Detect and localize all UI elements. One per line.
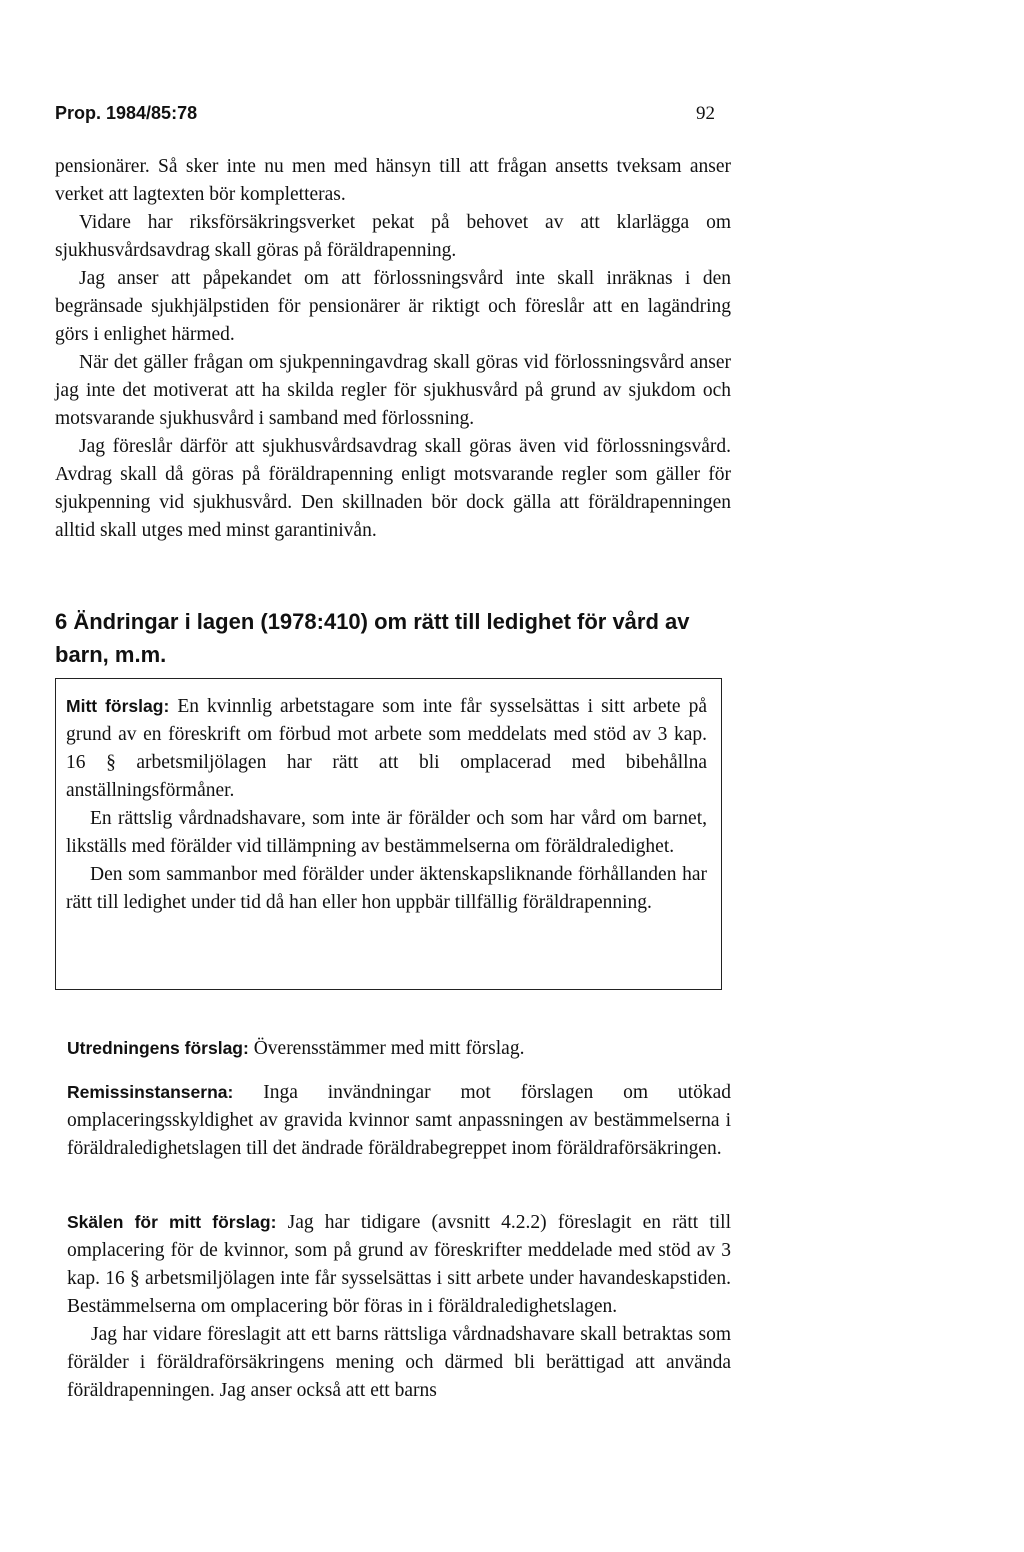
- remiss-paragraph: [67, 1078, 731, 1163]
- proposal-first-text: En kvinnlig arbetstagare som inte får sysselsättas i sitt arbete på grund av en föreskrift om förbud mot arbete som meddelats med stöd av 3 kap. 16 § arbetsmiljölagen har rätt att bli omplacerad med bibehållna anställningsförmåner.: [66, 696, 707, 801]
- utredningen-label: Utredningens förslag:: [67, 1038, 249, 1058]
- page-header: [55, 103, 715, 131]
- utredningen-paragraph: [67, 1034, 731, 1063]
- utredningen-text: Överensstämmer med mitt förslag.: [253, 1038, 525, 1059]
- remiss-label: Remissinstanserna:: [67, 1082, 234, 1102]
- proposal-paragraph: En rättslig vårdnadshavare, som inte är förälder och som har vård om barnet, likställs med förälder vid tillämpning av bestämmelserna om föräldraledighet.: [66, 808, 707, 857]
- skalen-text: Jag har tidigare (avsnitt 4.2.2) föreslagit en rätt till omplacering för de kvinnor, som på grund av föreskrifter meddelade med stöd av 3 kap. 16 § arbetsmiljölagen inte får sysselsättas i sitt arbete under havandeskapstiden. Bestämmelserna om omplacering bör föras in i föräldraledighetslagen.: [67, 1212, 732, 1317]
- section-heading: 6 Ändringar i lagen (1978:410) om rätt till ledighet för vård av barn, m.m.: [55, 609, 690, 667]
- proposal-paragraph: Den som sammanbor med förälder under äktenskapsliknande förhållanden har rätt till ledighet under tid då han eller hon uppbär tillfällig föräldrapenning.: [66, 864, 707, 913]
- remiss-text: Inga invändningar mot förslagen om utökad omplaceringsskyldighet av gravida kvinnor samt anpassningen av bestämmelserna i föräldraledighetslagen till det ändrade föräldrabegreppet inom föräldraförsäkringen.: [67, 1082, 731, 1159]
- proposal-text: [66, 692, 707, 917]
- skalen-section: [67, 1208, 731, 1405]
- page-number: 92: [696, 103, 715, 124]
- proposal-label: Mitt förslag:: [66, 696, 170, 716]
- remiss-section: [67, 1078, 731, 1163]
- paragraph: Jag föreslår därför att sjukhusvårdsavdrag skall göras även vid förlossningsvård. Avdrag skall då göras på föräldrapenning enligt motsvarande regler som gäller för sjukpenning vid sjukhusvård. Den skillnaden bör dock gälla att föräldrapenningen alltid skall utges med minst garantinivån.: [55, 436, 731, 541]
- paragraph: Jag anser att påpekandet om att förlossningsvård inte skall inräknas i den begränsade sjukhjälpstiden för pensionärer är riktigt och föreslår att en lagändring görs i enlighet härmed.: [55, 268, 731, 345]
- paragraph: Vidare har riksförsäkringsverket pekat på behovet av att klarlägga om sjukhusvårdsavdrag skall göras på föräldrapenning.: [55, 212, 731, 261]
- paragraph: pensionärer. Så sker inte nu men med hänsyn till att frågan ansetts tveksam anser verket att lagtexten bör kompletteras.: [55, 156, 731, 205]
- utredningen-section: [67, 1034, 731, 1063]
- skalen-paragraph: [67, 1208, 731, 1321]
- skalen-continuation: Jag har vidare föreslagit att ett barns rättsliga vårdnadshavare skall betraktas som förälder i föräldraförsäkringens mening och därmed bli berättigad att använda föräldrapenningen. Jag anser också att ett barns: [67, 1324, 731, 1401]
- paragraph: När det gäller frågan om sjukpenningavdrag skall göras vid förlossningsvård anser jag inte det motiverat att ha skilda regler för sjukhusvård på grund av sjukdom och motsvarande sjukhusvård i samband med förlossning.: [55, 352, 731, 429]
- proposal-first-paragraph: [66, 692, 707, 805]
- proposal-box: [55, 678, 722, 990]
- intro-text: [55, 153, 731, 545]
- proposition-number: Prop. 1984/85:78: [55, 103, 198, 123]
- skalen-label: Skälen för mitt förslag:: [67, 1212, 277, 1232]
